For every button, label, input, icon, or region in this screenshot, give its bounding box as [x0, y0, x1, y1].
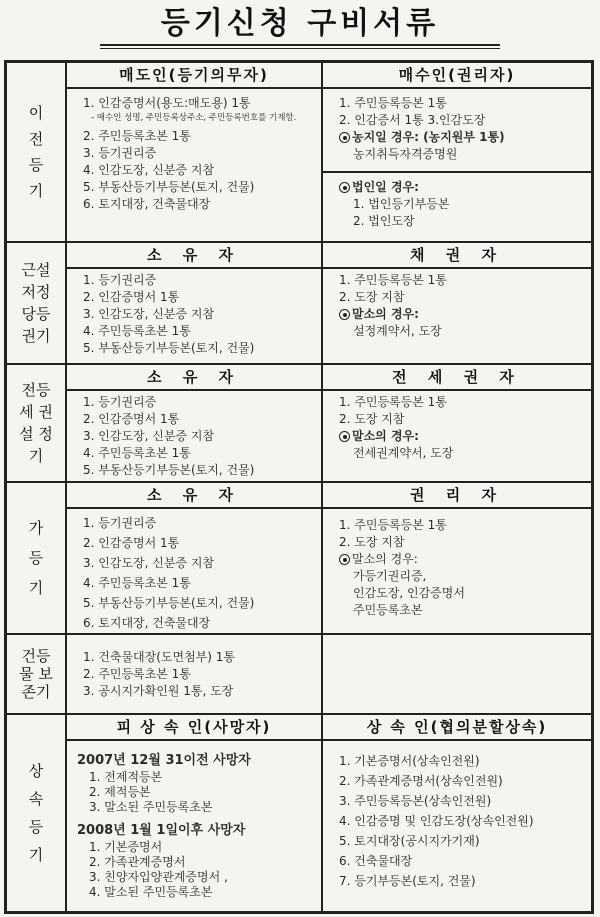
list-item: 1. 기본증명서(상속인전원)	[339, 754, 480, 768]
list-item: 4. 주민등록초본 1통	[83, 446, 191, 460]
list-item: 1. 등기권리증	[83, 273, 157, 287]
list-item: 1. 주민등록등본 1통	[339, 96, 447, 110]
list-item: 4. 주민등록초본 1통	[83, 324, 191, 338]
list-item: 1. 주민등록등본 1통	[339, 273, 447, 287]
section-mortgage	[7, 243, 591, 365]
section-lease	[7, 365, 591, 483]
list-item: 6. 건축물대장	[339, 854, 413, 868]
list-item: 1. 법인등기부등본	[353, 197, 450, 211]
page-title: 등기신청 구비서류	[160, 6, 440, 41]
empty-column	[323, 635, 591, 713]
leaseholder-column	[323, 365, 591, 481]
list-item: 전세권계약서, 도장	[353, 446, 454, 460]
seller-header: 매도인(등기의무자)	[67, 63, 321, 89]
group2-items	[67, 840, 321, 900]
title-underline	[100, 44, 500, 46]
list-item: 3. 인감도장, 신분증 지참	[83, 429, 215, 443]
list-item: 2. 인감증명서 1통	[83, 536, 180, 550]
group1-items	[67, 770, 321, 815]
list-item: 2. 법인도장	[353, 214, 415, 228]
list-item: 3. 말소된 주민등록초본	[89, 800, 213, 814]
section-inheritance	[7, 715, 591, 911]
list-item: 3. 인감도장, 신분증 지참	[83, 556, 215, 570]
bullet-dot-icon	[339, 309, 350, 320]
cancel-case-title: 말소의 경우:	[352, 429, 419, 443]
list-item: 1. 주민등록등본 1통	[339, 395, 447, 409]
building-column	[67, 635, 323, 713]
list-item: 6. 토지대장, 건축물대장	[83, 197, 211, 211]
divider	[323, 171, 591, 230]
section-label-text: 상 속 등 기	[28, 762, 44, 864]
list-item: 2. 인감증명서 1통	[83, 412, 180, 426]
list-item: 2. 가족관계증명서(상속인전원)	[339, 774, 503, 788]
section-provisional	[7, 483, 591, 635]
owner-items	[67, 391, 321, 479]
title-underline-2	[100, 48, 500, 49]
list-item: 2. 인감증서 1통 3.인감도장	[339, 113, 486, 127]
document-table	[4, 60, 594, 914]
group2-title: 2008년 1월 1일이후 사망자	[77, 823, 246, 838]
list-item: 3. 공시지가확인원 1통, 도장	[83, 684, 234, 698]
seller-note: - 매수인 성명, 주민등록상주소, 주민등록번호를 기재함.	[91, 113, 297, 123]
list-item: 2. 인감증명서 1통	[83, 290, 180, 304]
list-item: 2. 도장 지참	[339, 290, 405, 304]
section-label-text: 근설 저정 당등 권기	[21, 261, 51, 345]
list-item: 가등기권리증,	[353, 569, 427, 583]
section-label	[7, 635, 67, 713]
list-item: 1. 등기권리증	[83, 395, 157, 409]
cancel-case-title: 말소의 경우:	[352, 307, 419, 321]
bullet-dot-icon	[339, 132, 350, 143]
list-item: 2. 주민등록초본 1통	[83, 129, 191, 143]
section-label	[7, 243, 67, 363]
list-item: 3. 인감도장, 신분증 지참	[83, 307, 215, 321]
list-item: 2. 도장 지참	[339, 412, 405, 426]
list-item: 2. 제적등본	[89, 785, 151, 799]
rightholder-column	[323, 483, 591, 633]
creditor-header: 채 권 자	[323, 243, 591, 269]
list-item: 2. 도장 지참	[339, 535, 405, 549]
creditor-items	[323, 269, 591, 340]
creditor-column	[323, 243, 591, 363]
section-label-text: 전등 세 권 설 정기	[19, 381, 53, 465]
list-item: 농지취득자격증명원	[353, 147, 458, 161]
list-item: 4. 인감증명 및 인감도장(상속인전원)	[339, 814, 534, 828]
list-item: 2. 주민등록초본 1통	[83, 667, 191, 681]
seller-items	[67, 89, 321, 213]
list-item: 5. 부동산등기부등본(토지, 건물)	[83, 463, 255, 477]
owner-items	[67, 269, 321, 357]
list-item: 1. 주민등록등본 1통	[339, 518, 447, 532]
list-item: 1. 기본증명서	[89, 840, 163, 854]
buyer-header: 매수인(권리자)	[323, 63, 591, 89]
cancel-case-title: 말소의 경우:	[352, 552, 418, 566]
owner-column	[67, 483, 323, 633]
list-item: 3. 등기권리증	[83, 146, 157, 160]
deceased-column	[67, 715, 323, 911]
list-item: 설정계약서, 도장	[353, 324, 442, 338]
owner-header: 소 유 자	[67, 365, 321, 391]
list-item: 5. 부동산등기부등본(토지, 건물)	[83, 596, 255, 610]
section-building-preservation	[7, 635, 591, 715]
buyer-column	[323, 63, 591, 241]
list-item: 3. 주민등록등본(상속인전원)	[339, 794, 492, 808]
buyer-items	[323, 89, 591, 163]
list-item: 1. 등기권리증	[83, 516, 157, 530]
list-item: 1. 전제적등본	[89, 770, 163, 784]
bullet-dot-icon	[339, 431, 350, 442]
section-label	[7, 63, 67, 241]
section-transfer	[7, 63, 591, 243]
owner-column	[67, 243, 323, 363]
owner-header: 소 유 자	[67, 483, 321, 509]
heir-column	[323, 715, 591, 911]
list-item: 7. 등기부등본(토지, 건물)	[339, 874, 476, 888]
section-label	[7, 483, 67, 633]
list-item: 1. 인감증명서(용도:매도용) 1통	[83, 96, 251, 110]
building-items	[67, 635, 321, 700]
owner-items	[67, 509, 321, 633]
list-item: 4. 말소된 주민등록초본	[89, 885, 213, 899]
leaseholder-items	[323, 391, 591, 462]
list-item: 1. 건축물대장(도면첨부) 1통	[83, 650, 235, 664]
list-item: 인감도장, 인감증명서	[353, 586, 465, 600]
bullet-dot-icon	[339, 182, 350, 193]
section-label	[7, 365, 67, 481]
list-item: 5. 토지대장(공시지가기재)	[339, 834, 480, 848]
leaseholder-header: 전 세 권 자	[323, 365, 591, 391]
owner-column	[67, 365, 323, 481]
list-item: 2. 가족관계증명서	[89, 855, 186, 869]
section-label-text: 가 등 기	[28, 519, 44, 597]
list-item: 3. 친양자입양관계증명서 ,	[89, 870, 228, 884]
owner-header: 소 유 자	[67, 243, 321, 269]
list-item: 5. 부동산등기부등본(토지, 건물)	[83, 341, 255, 355]
list-item: 4. 인감도장, 신분증 지참	[83, 163, 215, 177]
seller-column	[67, 63, 323, 241]
list-item: 6. 토지대장, 건축물대장	[83, 616, 211, 630]
rightholder-items	[323, 509, 591, 619]
list-item: 5. 부동산등기부등본(토지, 건물)	[83, 180, 255, 194]
list-item: 4. 주민등록초본 1통	[83, 576, 191, 590]
heir-items	[323, 741, 591, 891]
list-item: 주민등록초본	[353, 603, 423, 617]
farm-case-title: 농지일 경우: (농지원부 1통)	[352, 130, 505, 144]
rightholder-header: 권 리 자	[323, 483, 591, 509]
corp-case-title: 법인일 경우:	[352, 180, 419, 194]
section-label	[7, 715, 67, 911]
group1-title: 2007년 12월 31이전 사망자	[77, 753, 251, 768]
bullet-dot-icon	[339, 554, 350, 565]
heir-header: 상 속 인(협의분할상속)	[323, 715, 591, 741]
section-label-text: 이 전 등 기	[28, 104, 44, 200]
deceased-header: 피 상 속 인(사망자)	[67, 715, 321, 741]
section-label-text: 건등 물 보 존기	[19, 647, 53, 701]
